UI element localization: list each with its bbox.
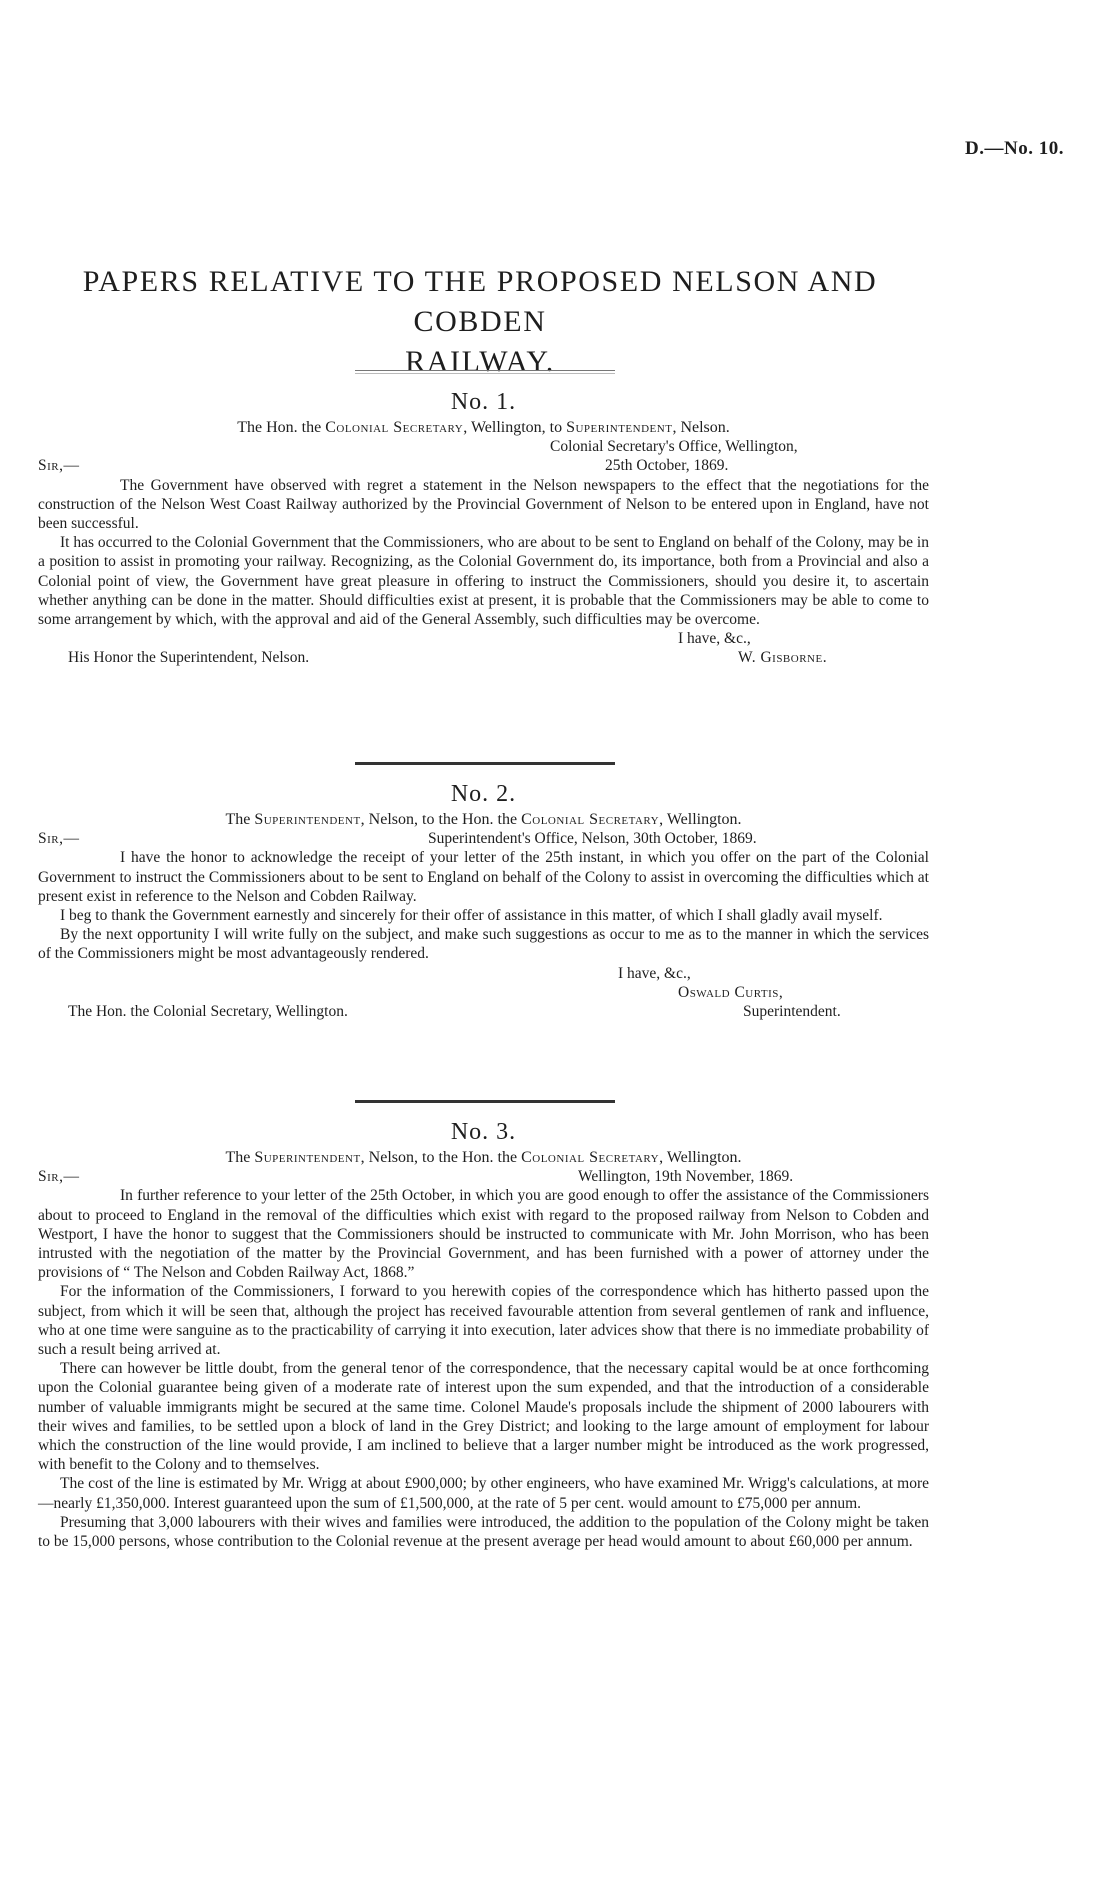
address-line: Superintendent's Office, Nelson, 30th October, 1869.	[428, 830, 757, 848]
title-divider	[355, 370, 615, 371]
paragraph: The cost of the line is estimated by Mr. Wrigg at about £900,000; by other engineers, who have examined Mr. Wrigg's calculations, at more—nearly £1,350,000. Interest guaranteed upon the sum of £1,500,000, at the rate of 5 per cent. would amount to £75,000 per annum.	[38, 1475, 929, 1512]
letter-number: No. 3.	[450, 1119, 517, 1145]
salutation: Sir,—	[38, 830, 80, 848]
letter-from-to: The Hon. the Colonial Secretary, Wellington, to Superintendent, Nelson.	[237, 419, 730, 436]
document-title	[30, 262, 930, 382]
letter-2	[38, 780, 929, 1021]
section-divider	[355, 1100, 615, 1103]
section-divider	[355, 762, 615, 765]
signature: W. Gisborne.	[738, 649, 828, 667]
letter-3	[38, 1118, 929, 1551]
letter-from-to: The Superintendent, Nelson, to the Hon. the Colonial Secretary, Wellington.	[225, 1149, 742, 1166]
signature: Oswald Curtis,	[678, 983, 784, 1001]
paragraph: It has occurred to the Colonial Government that the Commissioners, who are about to be sent to England on behalf of the Colony, may be in a position to assist in promoting your railway. Recognizing, as the Colonial Government do, its importance, both from a Provincial and also a Colonial point of view, the Government have great pleasure in offering to instruct the Commissioners, should you desire it, to ascertain whether anything can be done in the matter. Should difficulties exist at present, it is probable that the Commissioners may be able to come to some arrangement by which, with the approval and aid of the General Assembly, such difficulties may be overcome.	[38, 534, 929, 628]
paragraph: Presuming that 3,000 labourers with their wives and families were introduced, the addition to the population of the Colony might be taken to be 15,000 persons, whose contribution to the Colonial revenue at the present average per head would amount to about £60,000 per annum.	[38, 1513, 929, 1551]
paragraph: I have the honor to acknowledge the receipt of your letter of the 25th instant, in which you offer on the part of the Colonial Government to instruct the Commissioners about to be sent to England on behalf of the Colony to assist in overcoming the difficulties which at present exist in reference to the Nelson and Cobden Railway.	[38, 849, 929, 905]
addressee: The Hon. the Colonial Secretary, Wellington.	[68, 1002, 348, 1020]
date-line: 25th October, 1869.	[605, 457, 729, 475]
paragraph: In further reference to your letter of the 25th October, in which you are good enough to offer the assistance of the Commissioners about to proceed to England in the removal of the difficulties which exist with regard to the proposed railway from Nelson to Cobden and Westport, I have the honor to suggest that the Commissioners should be instructed to communicate with Mr. John Morrison, who has been intrusted with the negotiation of the matter by the Provincial Government, and has been furnished with a power of attorney under the provisions of “ The Nelson and Cobden Railway Act, 1868.”	[38, 1187, 929, 1282]
letter-from-to: The Superintendent, Nelson, to the Hon. the Colonial Secretary, Wellington.	[225, 811, 742, 828]
letter-number: No. 1.	[450, 389, 517, 415]
paragraph: The Government have observed with regret a statement in the Nelson newspapers to the effect that the negotiations for the construction of the Nelson West Coast Railway authorized by the Provincial Government of Nelson to be entered upon in England, have not been successful.	[38, 476, 929, 532]
document-reference: D.—No. 10.	[965, 138, 1064, 159]
letter-number: No. 2.	[450, 781, 517, 807]
title-line-2: RAILWAY.	[405, 345, 555, 378]
paragraph: For the information of the Commissioners, I forward to you herewith copies of the correspondence which has hitherto passed upon the subject, from which it will be seen that, although the project has received favourable attention from several gentlemen of rank and influence, who at one time were sanguine as to the practicability of carrying it into execution, later advices show that there is no immediate probability of such a result being arrived at.	[38, 1283, 929, 1359]
title-line-1: PAPERS RELATIVE TO THE PROPOSED NELSON AND COBDEN	[82, 265, 878, 338]
closing: I have, &c.,	[618, 964, 691, 982]
paragraph: There can however be little doubt, from the general tenor of the correspondence, that the necessary capital would be at once forthcoming upon the Colonial guarantee being given of a moderate rate of interest upon the sum expended, and that the introduction of a considerable number of valuable immigrants might be secured at the same time. Colonel Maude's proposals include the shipment of 2000 labourers with their wives and families, to be settled upon a block of land in the Grey District; and looking to the large amount of employment for labour which the construction of the line would provide, I am inclined to believe that a larger number might be introduced as the work progressed, with benefit to the Colony and to themselves.	[38, 1360, 929, 1474]
closing: I have, &c.,	[678, 630, 751, 648]
signature-title: Superintendent.	[743, 1002, 841, 1020]
address-line: Wellington, 19th November, 1869.	[578, 1168, 794, 1186]
address-line: Colonial Secretary's Office, Wellington,	[550, 438, 798, 456]
salutation: Sir,—	[38, 1168, 80, 1186]
paragraph: I beg to thank the Government earnestly and sincerely for their offer of assistance in this matter, of which I shall gladly avail myself.	[60, 907, 883, 924]
addressee: His Honor the Superintendent, Nelson.	[68, 649, 310, 667]
salutation: Sir,—	[38, 457, 80, 475]
letter-1	[38, 388, 929, 668]
paragraph: By the next opportunity I will write fully on the subject, and make such suggestions as occur to me as to the manner in which the services of the Commissioners might be most advantageously rendered.	[38, 926, 929, 963]
